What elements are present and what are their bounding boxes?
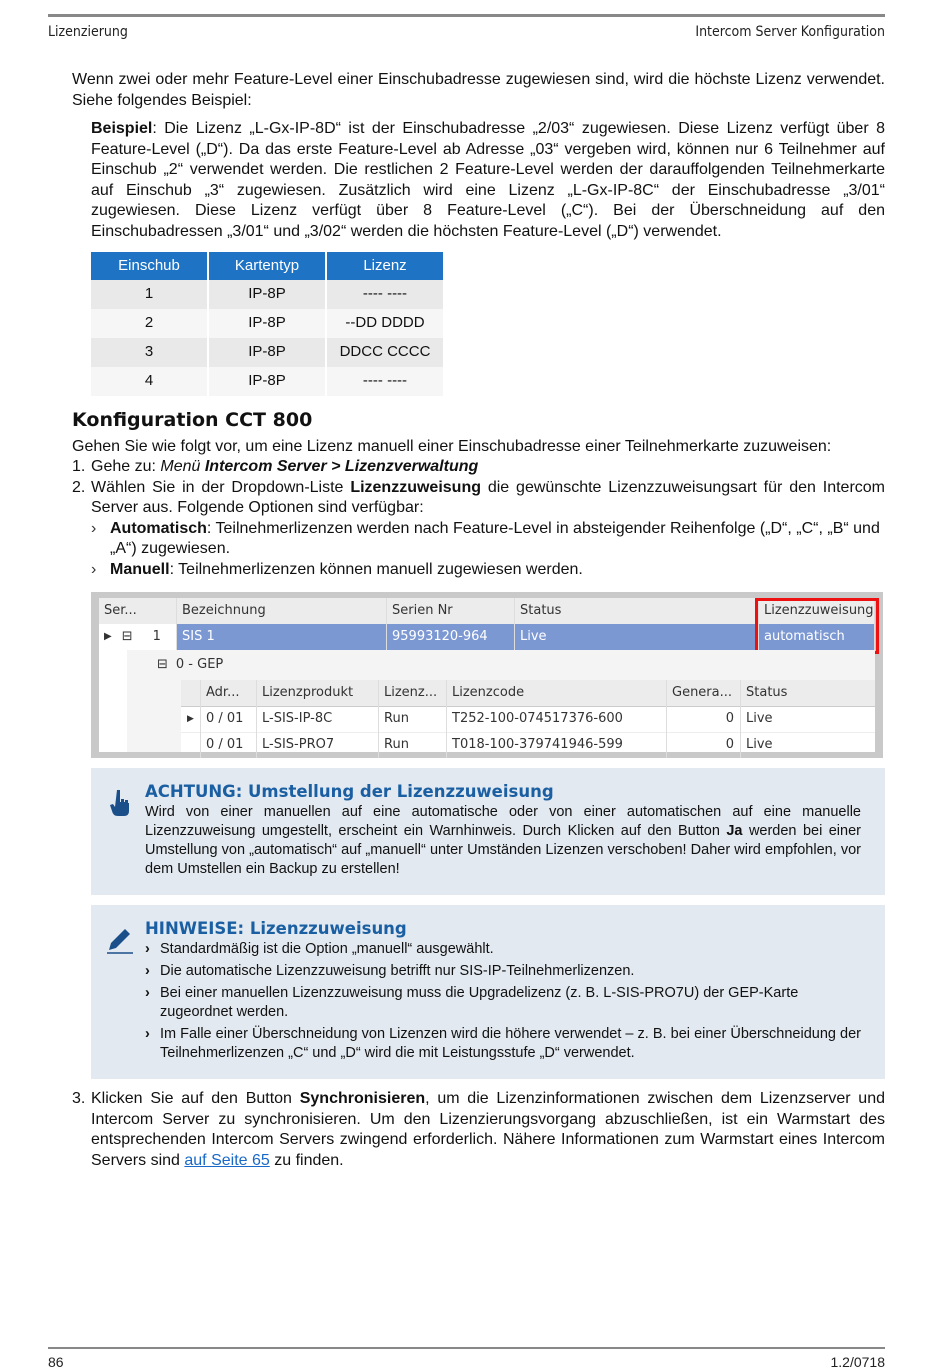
step-2-post: die gewünschte Lizenzzuweisungsart für den Intercom Server aus. Folgende Optionen sind verfügbar: bbox=[91, 478, 886, 516]
hint-item bbox=[145, 940, 861, 959]
option-automatic bbox=[91, 519, 885, 560]
attention-bold: Ja bbox=[726, 823, 743, 839]
license-table bbox=[89, 252, 445, 396]
step-number: 2. bbox=[72, 478, 86, 496]
step-2-pre: Wählen Sie in der Dropdown-Liste bbox=[91, 478, 351, 496]
chevron-right-icon: › bbox=[91, 519, 97, 537]
header-chapter: Lizenzierung bbox=[48, 24, 128, 40]
option-label: Manuell bbox=[110, 560, 170, 578]
step-2-bold: Lizenzzuweisung bbox=[350, 478, 481, 496]
table-row bbox=[91, 367, 443, 396]
col-header[interactable]: Ser... bbox=[99, 598, 177, 624]
hint-item bbox=[145, 962, 861, 981]
step-3-text bbox=[91, 1089, 885, 1171]
attention-title: ACHTUNG: Umstellung der Lizenzzuweisung bbox=[145, 782, 554, 801]
hints-title: HINWEISE: Lizenzzuweisung bbox=[145, 919, 407, 938]
server-number: 1 bbox=[152, 628, 161, 644]
option-text: : Teilnehmerlizenzen können manuell zugewiesen werden. bbox=[169, 560, 583, 578]
col-header[interactable]: Genera... bbox=[667, 680, 741, 706]
menu-path: Intercom Server > Lizenzverwaltung bbox=[204, 458, 479, 475]
collapse-icon[interactable]: ⊟ bbox=[121, 628, 133, 644]
license-assignment-dropdown[interactable]: automatisch bbox=[759, 624, 875, 650]
hint-item bbox=[145, 1025, 861, 1063]
address-cell: 0 / 01 bbox=[201, 732, 257, 758]
status-cell: Live bbox=[746, 710, 773, 726]
pencil-icon bbox=[105, 925, 135, 961]
hand-pointing-icon bbox=[109, 788, 131, 824]
page-number: 86 bbox=[48, 1354, 64, 1370]
table-cell: 1 bbox=[91, 280, 207, 309]
hint-text: Im Falle einer Überschneidung von Lizenzen wird die höhere verwendet – z. B. bei einer Überschneidung der Teilnehmerlizenzen „C“ und „D“ wird die mit Leistungsstufe „D“ verwendet. bbox=[160, 1026, 861, 1061]
intro-paragraph: Wenn zwei oder mehr Feature-Level einer Einschubadresse zugewiesen sind, wird die höchste Lizenz verwendet. Siehe folgendes Beispiel: bbox=[72, 71, 885, 109]
example-paragraph bbox=[91, 119, 885, 242]
hint-item bbox=[145, 984, 861, 1022]
col-header[interactable]: Serien Nr bbox=[387, 598, 515, 624]
table-cell: 4 bbox=[91, 367, 207, 396]
row-pointer-icon: ▶ bbox=[104, 630, 112, 642]
doc-version: 1.2/0718 bbox=[830, 1354, 885, 1370]
table-cell: ---- ---- bbox=[327, 280, 443, 309]
hint-text: Bei einer manuellen Lizenzzuweisung muss die Upgradelizenz (z. B. L-SIS-PRO7U) der GEP-Karte zugeordnet werden. bbox=[160, 985, 799, 1020]
chevron-right-icon: › bbox=[91, 560, 97, 578]
status-cell: Live bbox=[746, 736, 773, 752]
server-name: SIS 1 bbox=[177, 624, 387, 650]
header-title: Intercom Server Konfiguration bbox=[695, 24, 885, 40]
generation-cell: 0 bbox=[667, 706, 741, 732]
step-1-pre: Gehe zu: bbox=[91, 458, 161, 475]
option-text: : Teilnehmerlizenzen werden nach Feature-Level in absteigender Reihenfolge („D“, „C“, „B“ und „A“) zugewiesen. bbox=[110, 519, 880, 557]
step-3-end: zu finden. bbox=[269, 1151, 344, 1169]
step-number: 1. bbox=[72, 458, 86, 475]
step-1-menu: Menü bbox=[160, 458, 205, 475]
highlight-box bbox=[755, 598, 879, 654]
table-cell: DDCC CCCC bbox=[327, 338, 443, 367]
example-label: Beispiel bbox=[91, 120, 153, 137]
table-row bbox=[91, 309, 443, 338]
step-3 bbox=[72, 1089, 885, 1171]
step-3-post: , um die Lizenzinformationen zwischen dem Lizenzserver und Intercom Server zu synchronisieren. Um den Lizenzierungsvorgang abzuschließen, ist ein Warmstart des entsprechenden Intercom Servers zwingend erforderlich. Nähere Informationen zum Warmstart eines Intercom Servers sind bbox=[91, 1090, 886, 1169]
step-1 bbox=[72, 457, 885, 478]
table-cell: IP-8P bbox=[209, 338, 325, 367]
table-row bbox=[91, 280, 443, 309]
attention-text bbox=[145, 803, 861, 879]
step-2 bbox=[72, 478, 885, 519]
attention-text-1: Wird von einer manuellen auf eine automatische oder von einer automatischen auf eine manuelle Lizenzzuweisung umgestellt, erscheint ein Warnhinweis. Durch Klicken auf den Button bbox=[145, 804, 861, 839]
indicator-cell bbox=[181, 732, 201, 758]
inner-header-row bbox=[181, 680, 875, 707]
col-header[interactable]: Adr... bbox=[201, 680, 257, 706]
col-header[interactable]: Status bbox=[746, 684, 788, 700]
license-state-cell: Run bbox=[379, 732, 447, 758]
table-cell: --DD DDDD bbox=[327, 309, 443, 338]
server-serial: 95993120-964 bbox=[387, 624, 515, 650]
product-cell: L-SIS-IP-8C bbox=[257, 706, 379, 732]
step-1-text bbox=[91, 457, 478, 478]
table-header: Lizenz bbox=[327, 252, 443, 280]
step-3-bold: Synchronisieren bbox=[299, 1090, 426, 1107]
license-grid-screenshot bbox=[91, 592, 883, 758]
col-header[interactable]: Lizenzprodukt bbox=[257, 680, 379, 706]
tree-indent bbox=[127, 680, 181, 752]
license-row[interactable] bbox=[181, 706, 875, 733]
indicator-header bbox=[181, 680, 201, 706]
product-cell: L-SIS-PRO7 bbox=[257, 732, 379, 758]
col-header[interactable]: Status bbox=[515, 598, 759, 624]
col-header[interactable]: Lizenzcode bbox=[447, 680, 667, 706]
table-cell: 3 bbox=[91, 338, 207, 367]
collapse-icon[interactable]: ⊟ bbox=[157, 656, 168, 672]
step-3-pre: Klicken Sie auf den Button bbox=[91, 1090, 300, 1107]
license-row[interactable] bbox=[181, 732, 875, 758]
group-row[interactable] bbox=[127, 650, 875, 680]
chevron-right-icon: › bbox=[145, 1026, 150, 1042]
step-2-text bbox=[91, 478, 885, 519]
page-link[interactable]: auf Seite 65 bbox=[184, 1151, 270, 1169]
chevron-right-icon: › bbox=[145, 963, 150, 979]
generation-cell: 0 bbox=[667, 732, 741, 758]
page-footer bbox=[48, 1354, 885, 1370]
row-indicator-cell bbox=[99, 624, 177, 650]
page-header bbox=[48, 24, 885, 40]
header-rule bbox=[48, 14, 885, 17]
page-content bbox=[72, 70, 885, 1171]
step-number: 3. bbox=[72, 1090, 86, 1107]
section-intro: Gehen Sie wie folgt vor, um eine Lizenz manuell einer Einschubadresse einer Teilnehmerkarte zuzuweisen: bbox=[72, 437, 832, 455]
row-pointer-icon: ▶ bbox=[181, 706, 201, 732]
outer-grid bbox=[99, 598, 875, 752]
chevron-right-icon: › bbox=[145, 985, 150, 1001]
chevron-right-icon: › bbox=[145, 941, 150, 957]
hint-text: Standardmäßig ist die Option „manuell“ ausgewählt. bbox=[160, 941, 494, 957]
example-text: : Die Lizenz „L-Gx-IP-8D“ ist der Einschubadresse „2/03“ zugewiesen. Diese Lizenz verfügt über 8 Feature-Level („D“). Da das erste Feature-Level ab Adresse „03“ vergeben wird, können nur 6 Teilnehmer auf Einschub „2“ verwendet werden. Die restlichen 2 Feature-Level werden der darauffolgenden Teilnehmerkarte auf Einschub „3“ zugewiesen. Zusätzlich wird eine Lizenz „L-Gx-IP-8C“ der Einschubadresse „3/01“ zugewiesen. Diese Lizenz verfügt über 8 Feature-Level („C“). Bei der Überschneidung auf den Einschubadressen „3/01“ und „3/02“ werden die höchsten Feature-Level („D“) verwendet. bbox=[91, 120, 885, 240]
attention-note bbox=[91, 768, 885, 895]
attention-text-2: werden bei einer Umstellung von „automatisch“ auf „manuell“ unter Umständen Lizenzen verschoben! Daher wird empfohlen, vor dem Umstellen ein Backup zu erstellen! bbox=[145, 823, 861, 877]
section-title: Konfiguration CCT 800 bbox=[72, 409, 313, 431]
col-header[interactable]: Lizenz... bbox=[379, 680, 447, 706]
option-label: Automatisch bbox=[110, 519, 207, 537]
table-header: Einschub bbox=[91, 252, 207, 280]
table-cell: IP-8P bbox=[209, 309, 325, 338]
table-header: Kartentyp bbox=[209, 252, 325, 280]
table-cell: ---- ---- bbox=[327, 367, 443, 396]
license-state-cell: Run bbox=[379, 706, 447, 732]
table-cell: IP-8P bbox=[209, 367, 325, 396]
server-status: Live bbox=[515, 624, 759, 650]
table-cell: IP-8P bbox=[209, 280, 325, 309]
table-cell: 2 bbox=[91, 309, 207, 338]
table-row bbox=[91, 338, 443, 367]
license-code-cell: T252-100-074517376-600 bbox=[447, 706, 667, 732]
option-manual bbox=[91, 560, 885, 581]
hints-note bbox=[91, 905, 885, 1079]
footer-rule bbox=[48, 1347, 885, 1349]
license-code-cell: T018-100-379741946-599 bbox=[447, 732, 667, 758]
hint-text: Die automatische Lizenzzuweisung betrifft nur SIS-IP-Teilnehmerlizenzen. bbox=[160, 963, 635, 979]
group-label: 0 - GEP bbox=[175, 656, 224, 672]
table-header-row bbox=[91, 252, 443, 280]
col-header[interactable]: Bezeichnung bbox=[177, 598, 387, 624]
col-header[interactable]: Lizenzzuweisung bbox=[759, 598, 875, 624]
address-cell: 0 / 01 bbox=[201, 706, 257, 732]
